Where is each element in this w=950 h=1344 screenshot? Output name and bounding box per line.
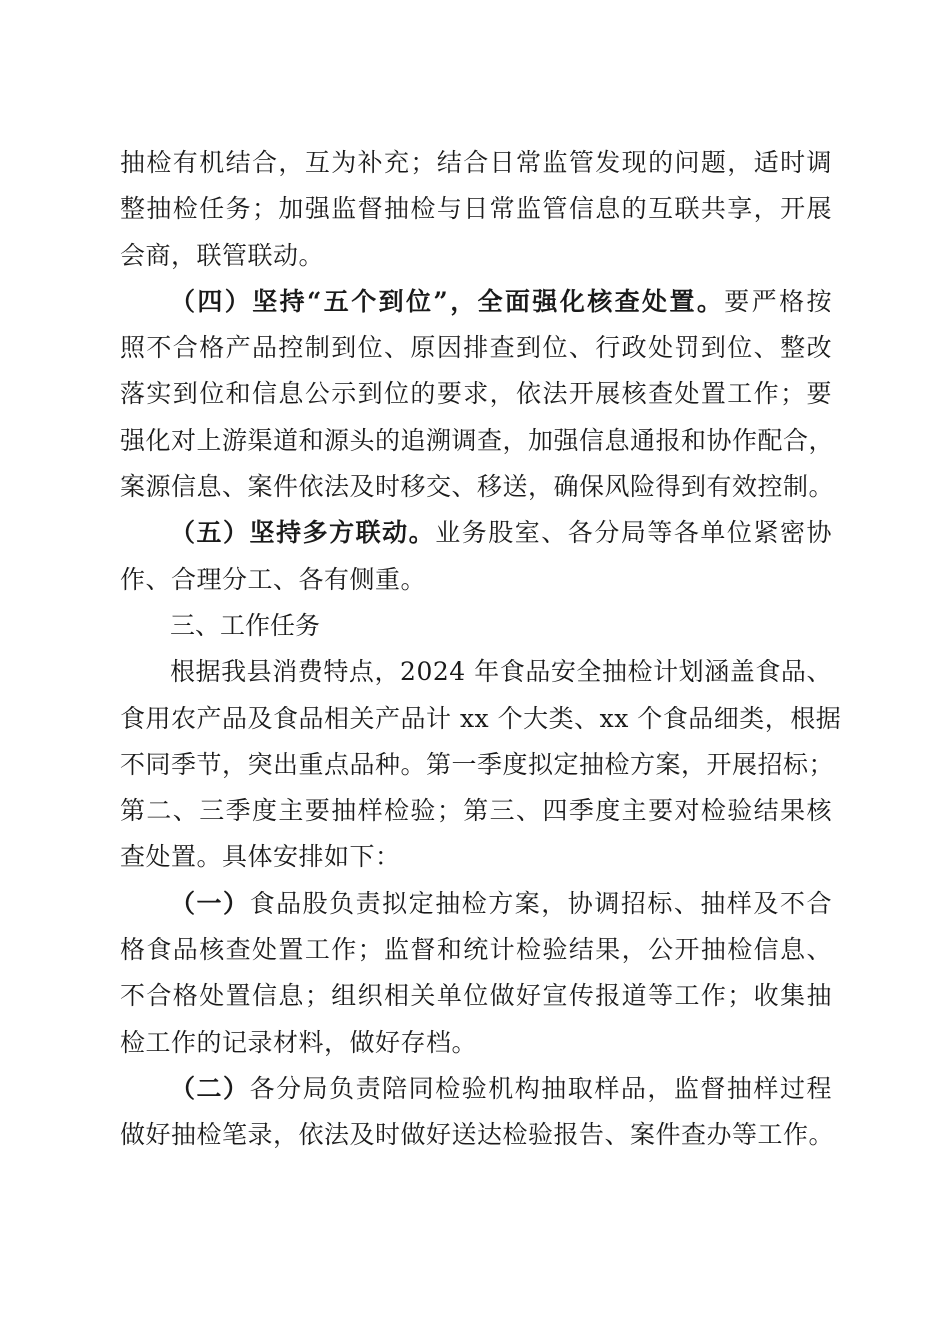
text-line: [120, 1066, 832, 1112]
paragraph-lead-rest: 业务股室、各分局等各单位紧密协: [435, 518, 832, 548]
text-line: 强化对上游渠道和源头的追溯调查，加强信息通报和协作配合，: [120, 425, 835, 455]
paragraph-tasks: [120, 649, 842, 880]
text-line: [120, 881, 832, 927]
text-line: 第二、三季度主要抽样检验；第三、四季度主要对检验结果核: [120, 796, 832, 826]
paragraph-lead-bold: （四）坚持“五个到位”，全面强化核查处置。: [170, 286, 725, 316]
paragraph-lead-bold: （五）坚持多方联动。: [170, 518, 436, 548]
paragraph-lead-bold: （二）: [170, 1073, 250, 1103]
text-line: 格食品核查处置工作；监督和统计检验结果，公开抽检信息、: [120, 935, 832, 965]
text-line: 会商，联管联动。: [120, 240, 325, 270]
text-line: 不同季节，突出重点品种。第一季度拟定抽检方案，开展招标；: [120, 749, 835, 779]
text-line: 查处置。具体安排如下：: [120, 842, 401, 872]
paragraph-task-1: [120, 881, 832, 1066]
section-heading: 三、工作任务: [170, 610, 321, 640]
text-line: 检工作的记录材料，做好存档。: [120, 1027, 478, 1057]
text-line: [120, 510, 832, 556]
text-line: 不合格处置信息；组织相关单位做好宣传报道等工作；收集抽: [120, 981, 832, 1011]
text-line: 案源信息、案件依法及时移交、移送，确保风险得到有效控制。: [120, 472, 835, 502]
text-line: 照不合格产品控制到位、原因排查到位、行政处罚到位、整改: [120, 333, 832, 363]
paragraph-lead-rest: 要严格按: [724, 286, 832, 316]
text-line: 根据我县消费特点，2024 年食品安全抽检计划涵盖食品、: [170, 657, 832, 687]
text-line: 作、合理分工、各有侧重。: [120, 564, 427, 594]
document-page: [120, 140, 842, 1159]
text-line: 食用农产品及食品相关产品计 xx 个大类、xx 个食品细类，根据: [120, 703, 842, 733]
text-line: 抽检有机结合，互为补充；结合日常监管发现的问题，适时调: [120, 148, 832, 177]
paragraph-task-2: [120, 1066, 835, 1159]
text-line: 做好抽检笔录，依法及时做好送达检验报告、案件查办等工作。: [120, 1120, 835, 1150]
paragraph-item-5: [120, 510, 832, 603]
paragraph-continuation: [120, 140, 832, 279]
text-line: 整抽检任务；加强监督抽检与日常监管信息的互联共享，开展: [120, 194, 832, 224]
text-line: 落实到位和信息公示到位的要求，依法开展核查处置工作；要: [120, 379, 832, 409]
text-line: [120, 279, 832, 325]
paragraph-lead-bold: （一）: [170, 888, 250, 918]
paragraph-lead-rest: 食品股负责拟定抽检方案，协调招标、抽样及不合: [249, 888, 832, 918]
paragraph-item-4: [120, 279, 835, 510]
paragraph-lead-rest: 各分局负责陪同检验机构抽取样品，监督抽样过程: [249, 1073, 832, 1103]
